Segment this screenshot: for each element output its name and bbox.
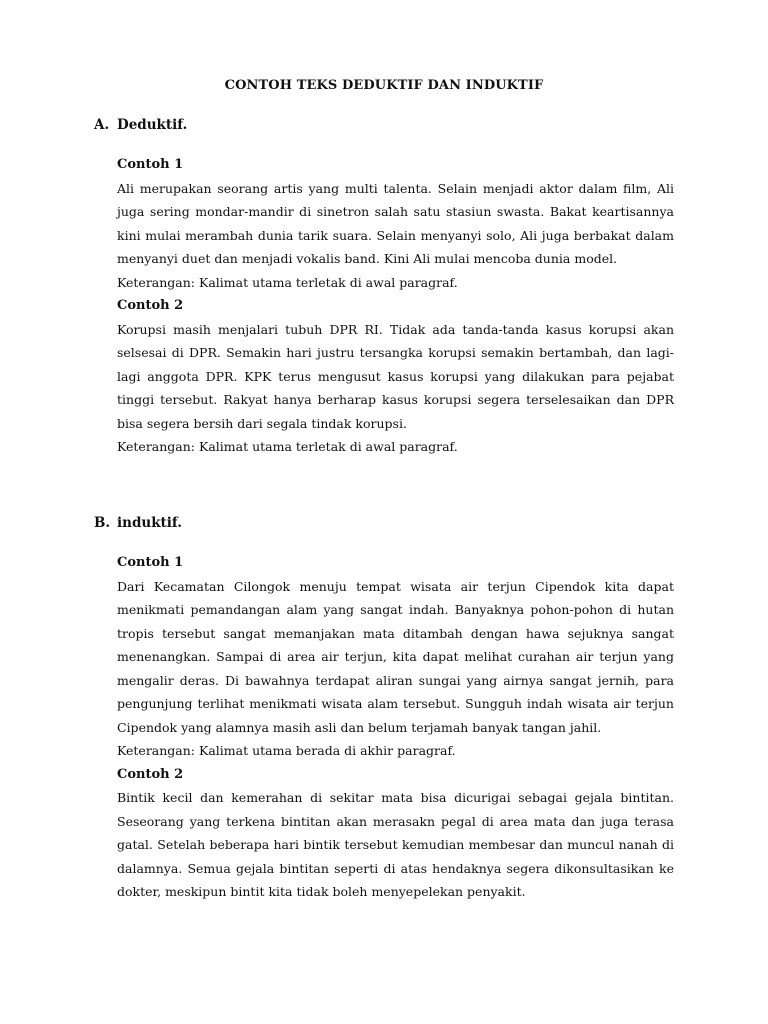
section-body-deduktif — [117, 153, 674, 459]
example-note: Keterangan: Kalimat utama berada di akhir paragraf. — [117, 743, 456, 758]
section-body-induktif — [117, 551, 674, 904]
example-note: Keterangan: Kalimat utama terletak di awal paragraf. — [117, 274, 458, 290]
section-title: induktif. — [117, 515, 182, 531]
example-label: Contoh 1 — [117, 157, 184, 172]
example-label: Contoh 1 — [117, 555, 184, 570]
example-label: Contoh 2 — [117, 766, 184, 782]
example-note: Keterangan: Kalimat utama terletak di awal paragraf. — [117, 439, 458, 454]
example-paragraph: Dari Kecamatan Cilongok menuju tempat wisata air terjun Cipendok kita dapat menikmati pemandangan alam yang sangat indah. Banyaknya pohon-pohon di hutan tropis tersebut sangat memanjakan mata ditambah dengan hawa sejuknya sangat menenangkan. Sampai di area air terjun, kita dapat melihat curahan air terjun yang mengalir deras. Di bawahnya terdapat aliran sungai yang airnya sangat jernih, para pengunjung terlihat menikmati wisata alam tersebut. Sungguh indah wisata air terjun Cipendok yang alamnya masih asli dan belum terjamah banyak tangan jahil. — [117, 578, 674, 735]
section-title: Deduktif. — [117, 117, 188, 133]
example-paragraph: Korupsi masih menjalari tubuh DPR RI. Tidak ada tanda-tanda kasus korupsi akan selsesai di DPR. Semakin hari justru tersangka korupsi semakin bertambah, dan lagi-lagi anggota DPR. KPK terus mengusut kasus korupsi yang dilakukan para pejabat tinggi tersebut. Rakyat hanya berharap kasus korupsi segera terselesaikan dan DPR bisa segera bersih dari segala tindak korupsi. — [117, 321, 674, 431]
example-label: Contoh 2 — [117, 298, 184, 313]
section-heading-deduktif — [94, 117, 187, 133]
section-letter: B. — [94, 515, 111, 531]
example-paragraph: Bintik kecil dan kemerahan di sekitar mata bisa dicurigai sebagai gejala bintitan. Seseorang yang terkena bintitan akan merasakn pegal di area mata dan juga terasa gatal. Setelah beberapa hari bintik tersebut kemudian membesar dan muncul nanah di dalamnya. Semua gejala bintitan seperti di atas hendaknya segera dikonsultasikan ke dokter, meskipun bintit kita tidak boleh menyepelekan penyakit. — [117, 790, 674, 899]
section-letter: A. — [94, 117, 110, 133]
document-title: CONTOH TEKS DEDUKTIF DAN INDUKTIF — [224, 78, 544, 93]
example-paragraph: Ali merupakan seorang artis yang multi talenta. Selain menjadi aktor dalam film, Ali juga sering mondar-mandir di sinetron salah satu stasiun swasta. Bakat keartisannya kini mulai merambah dunia tarik suara. Selain menyanyi solo, Ali juga berbakat dalam menyanyi duet dan menjadi vokalis band. Kini Ali mulai mencoba dunia model. — [117, 180, 674, 266]
section-heading-induktif — [94, 515, 182, 531]
